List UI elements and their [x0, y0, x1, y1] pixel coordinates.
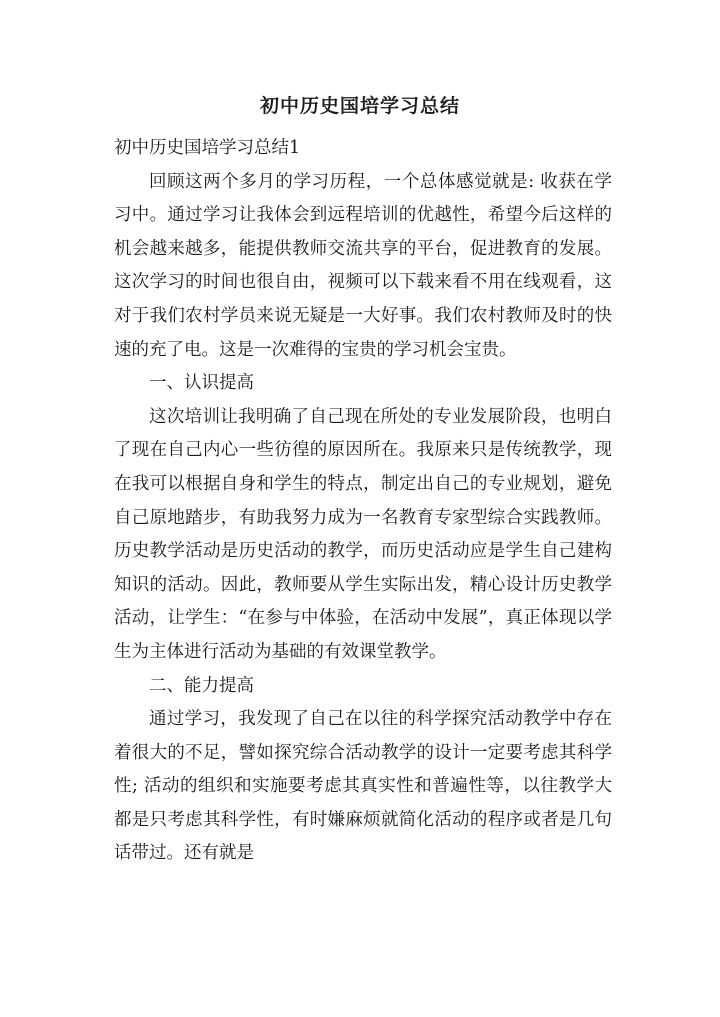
document-title: 初中历史国培学习总结 [259, 95, 460, 117]
document-body [114, 132, 612, 871]
section-heading-awareness [114, 367, 612, 401]
paragraph-intro: 回顾这两个多月的学习历程，一个总体感觉就是: 收获在学习中。通过学习让我体会到远程培训的优越性，希望今后这样的机会越来越多，能提供教师交流共享的平台，促进教育的发展。这次学习的时间也很自由，视频可以下载来看不用在线观看，这对于我们农村学员来说无疑是一大好事。我们农村教师及时的快速的充了电。这是一次难得的宝贵的学习机会宝贵。 [114, 171, 612, 360]
paragraph-awareness: 这次培训让我明确了自己现在所处的专业发展阶段，也明白了现在自己内心一些彷徨的原因所在。我原来只是传统教学，现在我可以根据自身和学生的特点，制定出自己的专业规划，避免自己原地踏步，有助我努力成为一名教育专家型综合实践教师。历史教学活动是历史活动的教学，而历史活动应是学生自己建构知识的活动。因此，教师要从学生实际出发，精心设计历史教学活动，让学生：“在参与中体验，在活动中发展”，真正体现以学生为主体进行活动为基础的有效课堂教学。 [114, 406, 612, 662]
section-heading-ability [114, 670, 612, 704]
section-heading-awareness-label: 一、认识提高 [149, 373, 254, 394]
document-subtitle: 初中历史国培学习总结1 [114, 138, 301, 158]
paragraph-ability: 通过学习，我发现了自己在以往的科学探究活动教学中存在着很大的不足，譬如探究综合活动教学的设计一定要考虑其科学性; 活动的组织和实施要考虑其真实性和普遍性等，以往教学大都是只考虑其科学性，有时嫌麻烦就简化活动的程序或者是几句话带过。还有就是 [114, 709, 612, 864]
section-heading-ability-label: 二、能力提高 [149, 675, 254, 696]
